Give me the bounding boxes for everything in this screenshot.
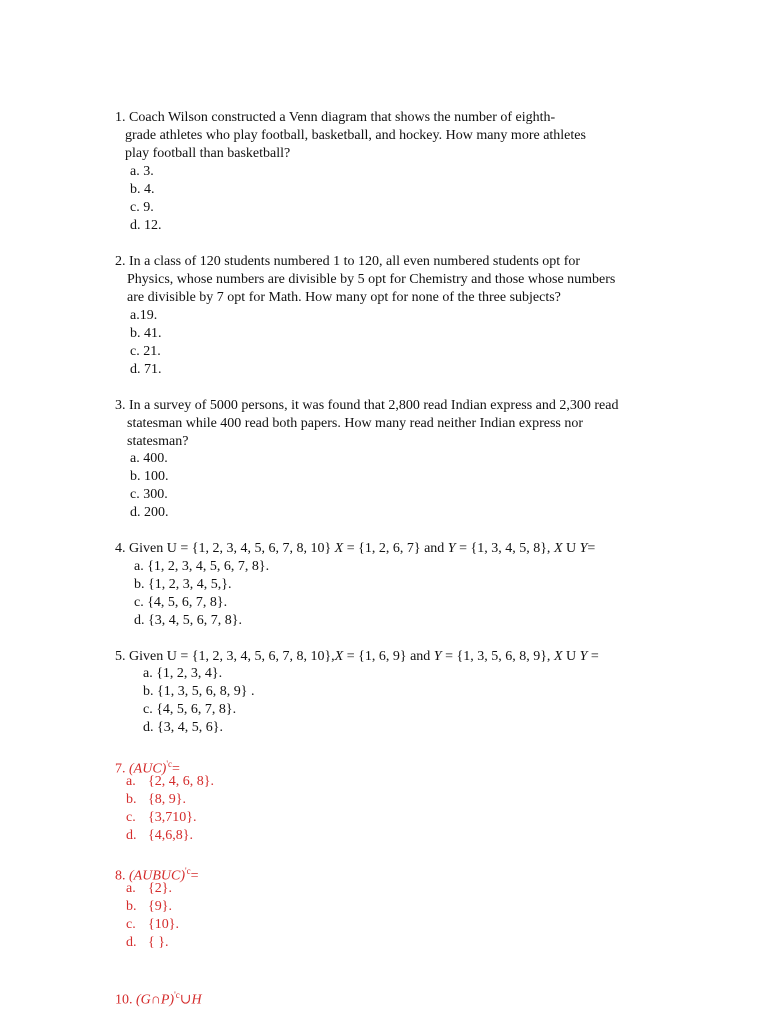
q5-var-y: Y [433, 649, 442, 664]
q2-option-c: c. 21. [130, 344, 161, 359]
q5-stem [115, 648, 599, 666]
q8-option-d-letter: d. [126, 935, 137, 950]
q7-equals: = [171, 761, 180, 777]
q7-option-c-letter: c. [126, 810, 136, 825]
q10-expression: (G∩P) [136, 992, 175, 1008]
q5-union-right: Y [579, 649, 588, 664]
q4-var-y: Y [447, 541, 456, 556]
q3-stem-line3: statesman? [127, 434, 189, 449]
q8-complement-mark: 'c [185, 866, 191, 876]
q7-option-b-text: {8, 9}. [148, 792, 186, 807]
q8-option-b [126, 898, 172, 916]
q3-option-b: b. 100. [130, 469, 169, 484]
q8-option-a-text: {2}. [148, 881, 172, 896]
q8-option-a [126, 880, 172, 898]
q4-set-y: = {1, 3, 4, 5, 8}, [455, 541, 551, 556]
q8-option-b-text: {9}. [148, 899, 172, 914]
q4-var-x: X [334, 541, 344, 556]
q1-option-a: a. 3. [130, 164, 154, 179]
q1-stem-line1: 1. Coach Wilson constructed a Venn diagram that shows the number of eighth- [115, 110, 556, 125]
q2-stem-line3: are divisible by 7 opt for Math. How many opt for none of the three subjects? [127, 290, 561, 305]
q1-option-b: b. 4. [130, 182, 155, 197]
q5-universe: 5. Given U = {1, 2, 3, 4, 5, 6, 7, 8, 10}, [115, 649, 335, 664]
q8-option-c-letter: c. [126, 917, 136, 932]
q7-option-a [126, 773, 214, 791]
q3-option-d: d. 200. [130, 505, 169, 520]
q8-option-c-text: {10}. [148, 917, 179, 932]
q7-option-d-text: {4,6,8}. [148, 828, 193, 843]
q4-union-op: U [562, 541, 580, 556]
q5-set-x: = {1, 6, 9} and [343, 649, 434, 664]
q4-option-c: c. {4, 5, 6, 7, 8}. [134, 595, 228, 610]
q4-universe: 4. Given U = {1, 2, 3, 4, 5, 6, 7, 8, 10} [115, 541, 332, 556]
q10-number: 10. [115, 992, 133, 1008]
q3-option-c: c. 300. [130, 487, 168, 502]
q7-option-c [126, 809, 196, 827]
q5-option-a: a. {1, 2, 3, 4}. [143, 666, 223, 681]
q8-expression: (AUBUC) [129, 868, 185, 884]
q5-set-y: = {1, 3, 5, 6, 8, 9}, [441, 649, 551, 664]
q3-option-a: a. 400. [130, 451, 168, 466]
q8-option-d-text: { }. [148, 935, 169, 950]
q7-option-b [126, 791, 186, 809]
q2-stem-line1: 2. In a class of 120 students numbered 1 to 120, all even numbered students opt for [115, 254, 581, 269]
q1-option-d: d. 12. [130, 218, 162, 233]
q4-set-x: = {1, 2, 6, 7} and [343, 541, 448, 556]
q5-equals: = [587, 649, 599, 664]
q7-option-d [126, 827, 193, 845]
q8-option-a-letter: a. [126, 881, 136, 896]
q7-option-a-text: {2, 4, 6, 8}. [148, 774, 214, 789]
q5-option-c: c. {4, 5, 6, 7, 8}. [143, 702, 237, 717]
q7-option-b-letter: b. [126, 792, 137, 807]
q4-stem [115, 540, 595, 558]
q5-var-x: X [334, 649, 344, 664]
q8-option-d [126, 934, 168, 952]
q7-number: 7. [115, 761, 126, 777]
q5-option-d: d. {3, 4, 5, 6}. [143, 720, 223, 735]
q7-option-a-letter: a. [126, 774, 136, 789]
q7-complement-mark: 'c [166, 759, 172, 769]
q4-option-a: a. {1, 2, 3, 4, 5, 6, 7, 8}. [134, 559, 270, 574]
q5-union-left: X [553, 649, 563, 664]
q7-expression: (AUC) [129, 761, 167, 777]
q4-equals: = [587, 541, 596, 556]
q4-union-left: X [553, 541, 563, 556]
q1-stem-line3: play football than basketball? [125, 146, 291, 161]
q3-stem-line1: 3. In a survey of 5000 persons, it was found that 2,800 read Indian express and 2,300 read [115, 398, 619, 413]
q8-equals: = [190, 868, 199, 884]
q2-option-b: b. 41. [130, 326, 162, 341]
q4-option-b: b. {1, 2, 3, 4, 5,}. [134, 577, 232, 592]
q7-option-c-text: {3,710}. [148, 810, 197, 825]
q10-complement-mark: 'c [174, 990, 180, 1000]
q8-number: 8. [115, 868, 126, 884]
q2-stem-line2: Physics, whose numbers are divisible by 5 opt for Chemistry and those whose numbers [127, 272, 616, 287]
q10-tail: ∪H [179, 992, 202, 1008]
q2-option-d: d. 71. [130, 362, 162, 377]
q1-option-c: c. 9. [130, 200, 154, 215]
q5-option-b: b. {1, 3, 5, 6, 8, 9} . [143, 684, 255, 699]
q4-union-right: Y [579, 541, 588, 556]
q4-option-d: d. {3, 4, 5, 6, 7, 8}. [134, 613, 242, 628]
q3-stem-line2: statesman while 400 read both papers. How many read neither Indian express nor [127, 416, 584, 431]
q8-option-b-letter: b. [126, 899, 137, 914]
q7-option-d-letter: d. [126, 828, 137, 843]
q2-option-a: a.19. [130, 308, 158, 323]
q8-option-c [126, 916, 179, 934]
q10-stem [115, 986, 202, 1010]
q5-union-op: U [562, 649, 580, 664]
q1-stem-line2: grade athletes who play football, basketball, and hockey. How many more athletes [125, 128, 586, 143]
